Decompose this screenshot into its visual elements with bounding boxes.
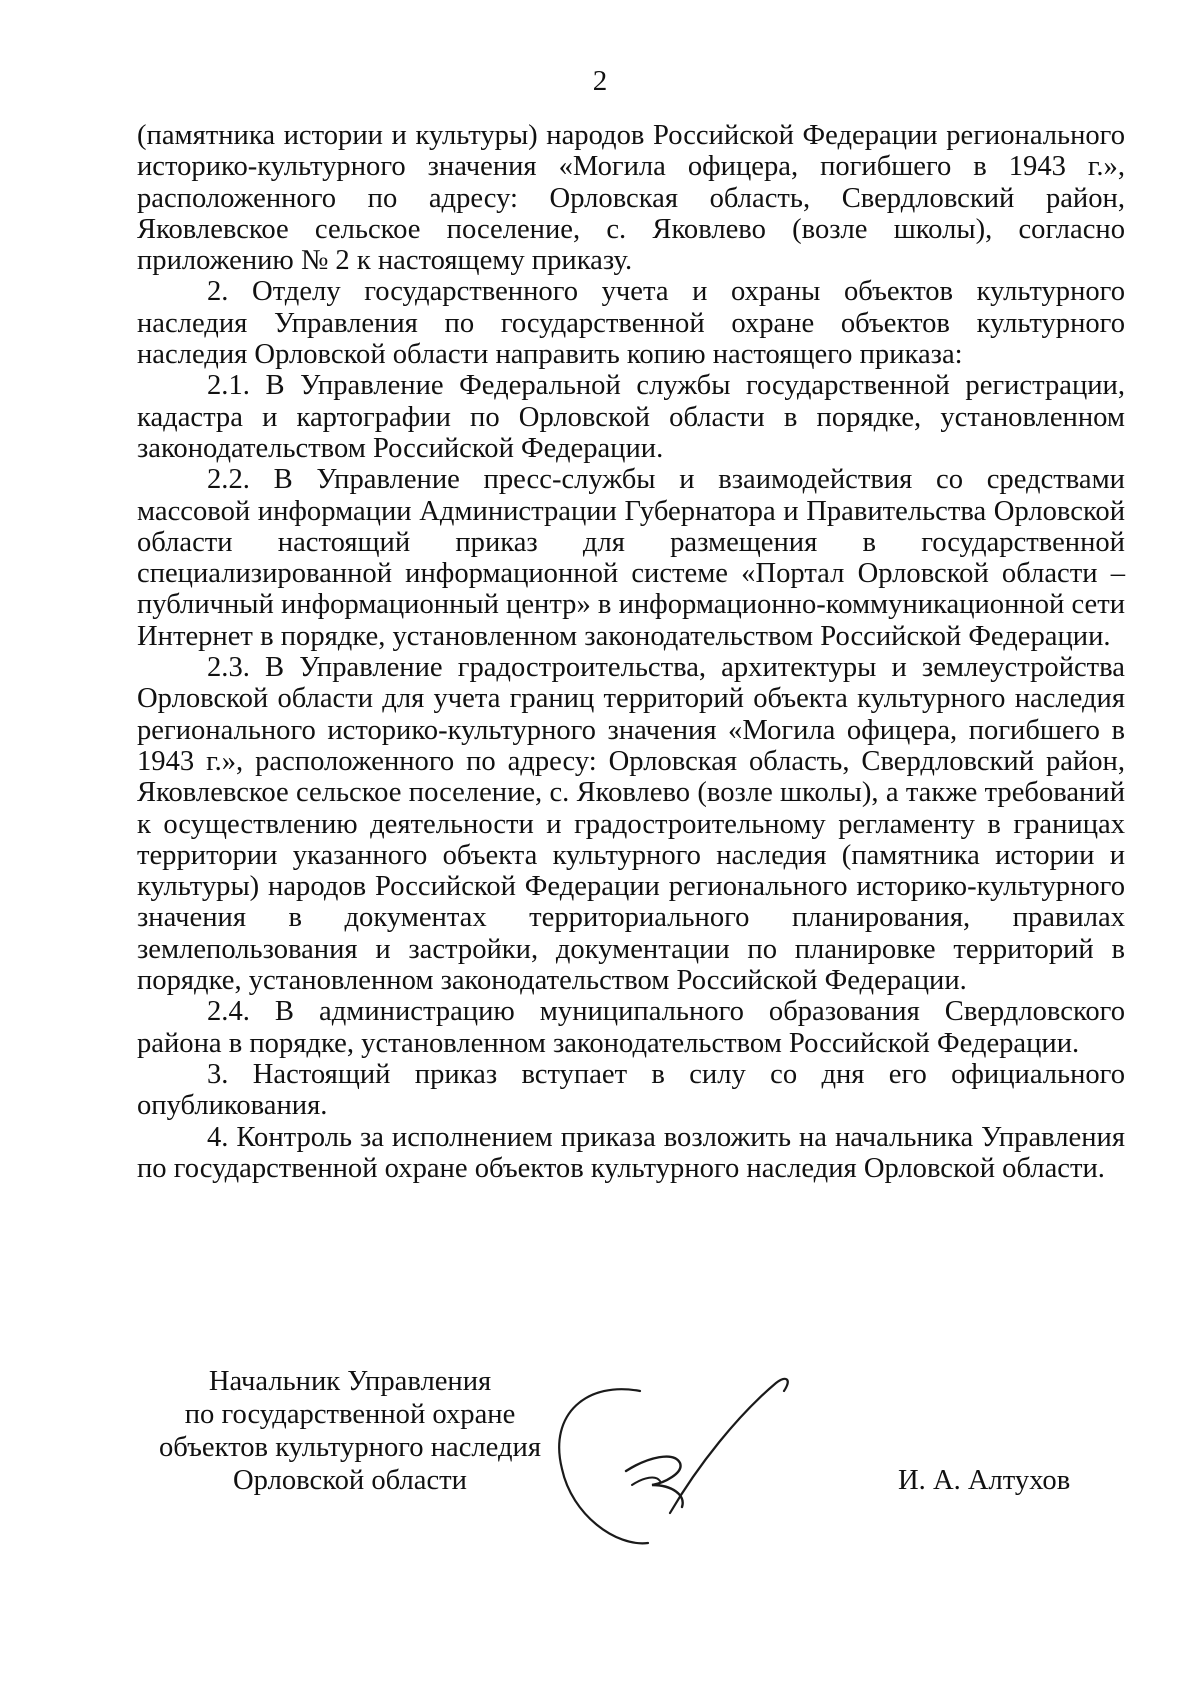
page-number: 2 bbox=[592, 65, 608, 97]
signatory-position-line: по государственной охране bbox=[184, 1399, 516, 1430]
paragraph-item-3: 3. Настоящий приказ вступает в силу со дня его официального опубликования. bbox=[137, 1058, 1125, 1122]
paragraph-item-2: 2. Отделу государственного учета и охраны объектов культурного наследия Управления по государственной охране объектов культурного наследия Орловской области направить копию настоящего приказа: bbox=[137, 276, 1125, 371]
signatory-position-line: Начальник Управления bbox=[208, 1366, 492, 1397]
paragraph-continuation: (памятника истории и культуры) народов Российской Федерации регионального историко-культурного значения «Могила офицера, погибшего в 1943 г.», расположенного по адресу: Орловская область, Свердловский район, Яковлевское сельское поселение, с. Яковлево (возле школы), согласно приложению № 2 к настоящему приказу. bbox=[137, 120, 1125, 277]
paragraph-item-4: 4. Контроль за исполнением приказа возложить на начальника Управления по государственной охране объектов культурного наследия Орловской области. bbox=[137, 1121, 1125, 1184]
document-body bbox=[137, 120, 1125, 1184]
signatory-position-line: Орловской области bbox=[233, 1465, 467, 1496]
signatory-position bbox=[150, 1365, 550, 1497]
signer-name: И. А. Алтухов bbox=[898, 1465, 1071, 1496]
signatory-position-line: объектов культурного наследия bbox=[159, 1432, 541, 1463]
paragraph-item-2-1: 2.1. В Управление Федеральной службы государственной регистрации, кадастра и картографии по Орловской области в порядке, установленном законодательством Российской Федерации. bbox=[137, 370, 1125, 464]
paragraph-item-2-3: 2.3. В Управление градостроительства, архитектуры и землеустройства Орловской области для учета границ территорий объекта культурного наследия регионального историко-культурного значения «Могила офицера, погибшего в 1943 г.», расположенного по адресу: Орловская область, Свердловский район, Яковлевское сельское поселение, с. Яковлево (возле школы), а также требований к осуществлению деятельности и градостроительному регламенту в границах территории указанного объекта культурного наследия (памятника истории и культуры) народов Российской Федерации регионального историко-культурного значения в документах территориального планирования, правилах землепользования и застройки, документации по планировке территорий в порядке, установленном законодательством Российской Федерации. bbox=[137, 652, 1125, 997]
paragraph-item-2-4: 2.4. В администрацию муниципального образования Свердловского района в порядке, установленном законодательством Российской Федерации. bbox=[137, 996, 1125, 1059]
paragraph-item-2-2: 2.2. В Управление пресс-службы и взаимодействия со средствами массовой информации Администрации Губернатора и Правительства Орловской области настоящий приказ для размещения в государственной специализированной информационной системе «Портал Орловской области – публичный информационный центр» в информационно-коммуникационной сети Интернет в порядке, установленном законодательством Российской Федерации. bbox=[137, 464, 1125, 652]
handwritten-signature bbox=[548, 1365, 828, 1550]
